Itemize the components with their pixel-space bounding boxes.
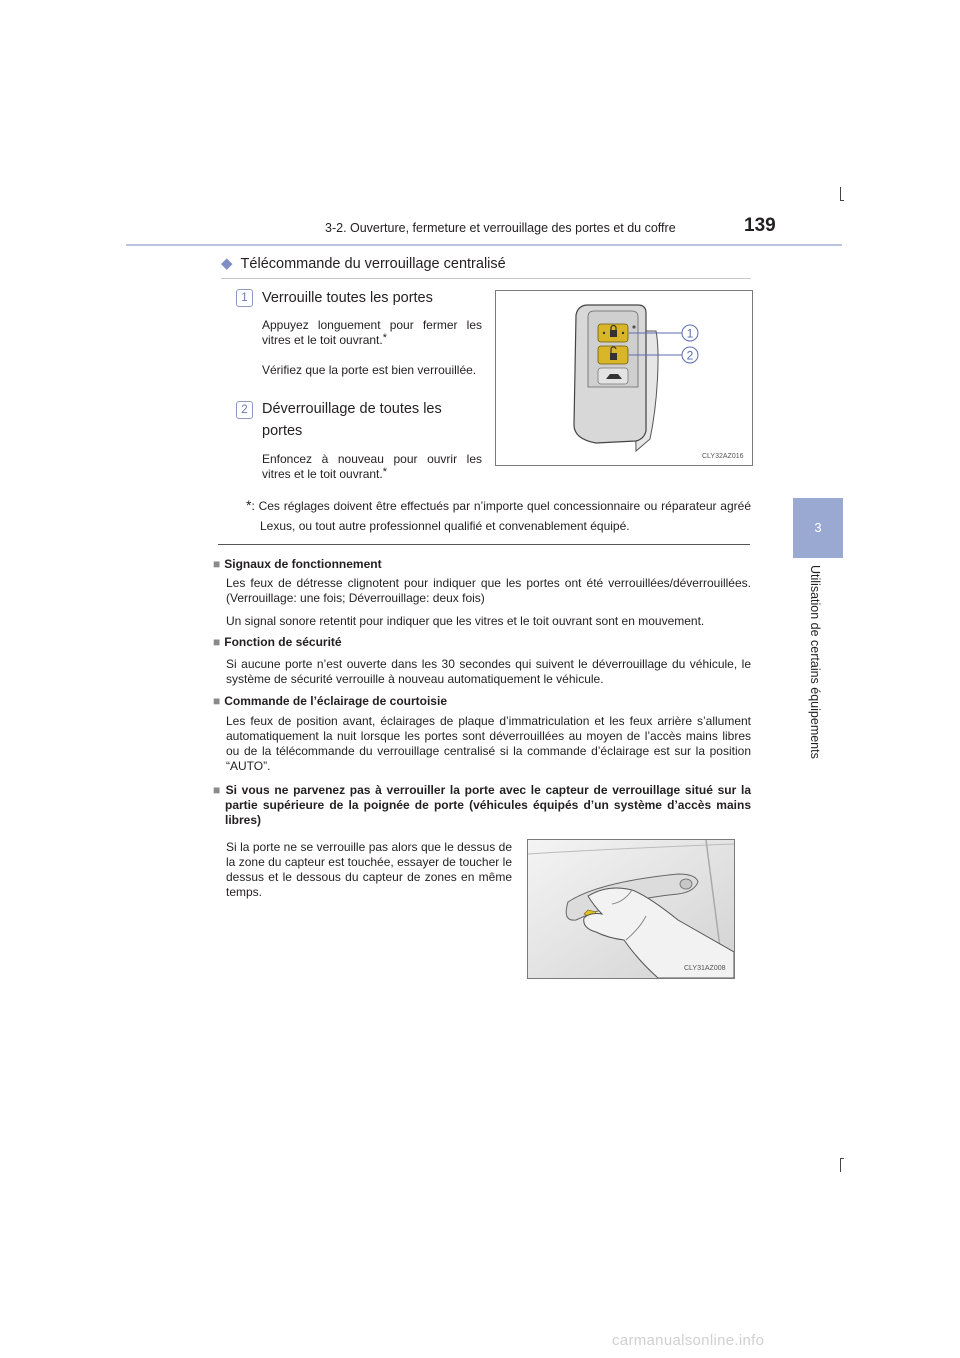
page-number: 139 — [744, 215, 776, 236]
diamond-bullet-icon: ◆ — [221, 255, 233, 272]
chapter-title: Utilisation de certains équipements — [808, 565, 822, 759]
crop-mark-bottom-foot — [840, 1158, 844, 1159]
note-title-2: ■ Fonction de sécurité — [213, 635, 342, 649]
crop-mark-top-foot — [840, 200, 844, 201]
note-title-1: ■ Signaux de fonctionnement — [213, 557, 382, 571]
note-1-para-2: Un signal sonore retentit pour indiquer que les vitres et le toit ouvrant sont en mouvement. — [226, 614, 705, 628]
item-heading-1: Verrouille toutes les portes — [262, 290, 433, 306]
footnote-mark: * — [382, 466, 388, 478]
note-1-para-1: Les feux de détresse clignotent pour indiquer que les portes ont été verrouillées/déverrouillées. (Verrouillage: une fois; Déverrouillage: deux fois) — [226, 576, 751, 605]
item-number-badge-2: 2 — [236, 401, 253, 419]
footnote-text: : Ces réglages doivent être effectués par n’importe quel concessionnaire ou réparateur agréé Lexus, ou tout autre professionnel qualifié et convenablement équipé. — [251, 499, 751, 533]
item-1-para-1: Appuyez longuement pour fermer les vitres et le toit ouvrant.* — [262, 318, 482, 347]
square-bullet-icon: ■ — [213, 694, 221, 708]
footnote-mark: * — [382, 332, 388, 344]
callout-2: 2 — [686, 348, 694, 363]
figure-code: CLY32AZ016 — [702, 453, 744, 460]
watermark: carmanualsonline.info — [612, 1332, 765, 1349]
chapter-number: 3 — [814, 520, 822, 535]
footnote — [246, 495, 751, 536]
header-rule — [126, 244, 842, 246]
figure-smart-key — [495, 290, 753, 466]
footnote-star: * — [246, 497, 252, 513]
note-title-4: ■ Si vous ne parvenez pas à verrouiller la porte avec le capteur de verrouillage situé sur la partie supérieure de la poignée de porte (véhicules équipés d’un système d’accès mains libres) — [213, 783, 752, 827]
door-handle-illustration — [528, 840, 734, 978]
smart-key-illustration — [496, 291, 752, 465]
figure-code: CLY31AZ008 — [684, 965, 726, 972]
square-bullet-icon: ■ — [213, 635, 221, 649]
item-1-para-2: Vérifiez que la porte est bien verrouillée. — [262, 363, 477, 377]
item-heading-2: Déverrouillage de toutes les portes — [262, 401, 442, 439]
section-title — [221, 254, 506, 272]
chapter-title-vertical — [808, 565, 828, 805]
figure-door-handle — [527, 839, 735, 979]
square-bullet-icon: ■ — [213, 783, 222, 797]
crop-mark-top — [840, 187, 841, 201]
note-3-para-1: Les feux de position avant, éclairages de plaque d’immatriculation et les feux arrière s’allument automatiquement la nuit lorsque les portes sont déverrouillées au moyen de l’accès mains libres ou de la télécommande du verrouillage centralisé si la commande d’éclairage est sur la position “AUTO”. — [226, 714, 751, 773]
item-number-badge-1: 1 — [236, 289, 253, 307]
section-divider — [218, 544, 750, 545]
note-4-para-1: Si la porte ne se verrouille pas alors que le dessus de la zone du capteur est touchée, essayer de toucher le dessus et le dessous du capteur de zones en même temps. — [226, 840, 512, 899]
note-2-para-1: Si aucune porte n’est ouverte dans les 30 secondes qui suivent le déverrouillage du véhicule, le système de sécurité verrouille à nouveau automatiquement le véhicule. — [226, 657, 751, 686]
note-title-3: ■ Commande de l’éclairage de courtoisie — [213, 694, 447, 708]
square-bullet-icon: ■ — [213, 557, 221, 571]
running-header: 3-2. Ouverture, fermeture et verrouillage des portes et du coffre — [325, 221, 676, 235]
section-rule — [221, 278, 751, 279]
callout-1: 1 — [686, 326, 694, 341]
section-title-text: Télécommande du verrouillage centralisé — [240, 256, 506, 272]
item-2-para-1: Enfoncez à nouveau pour ouvrir les vitres et le toit ouvrant.* — [262, 452, 482, 481]
crop-mark-bottom — [840, 1158, 841, 1172]
